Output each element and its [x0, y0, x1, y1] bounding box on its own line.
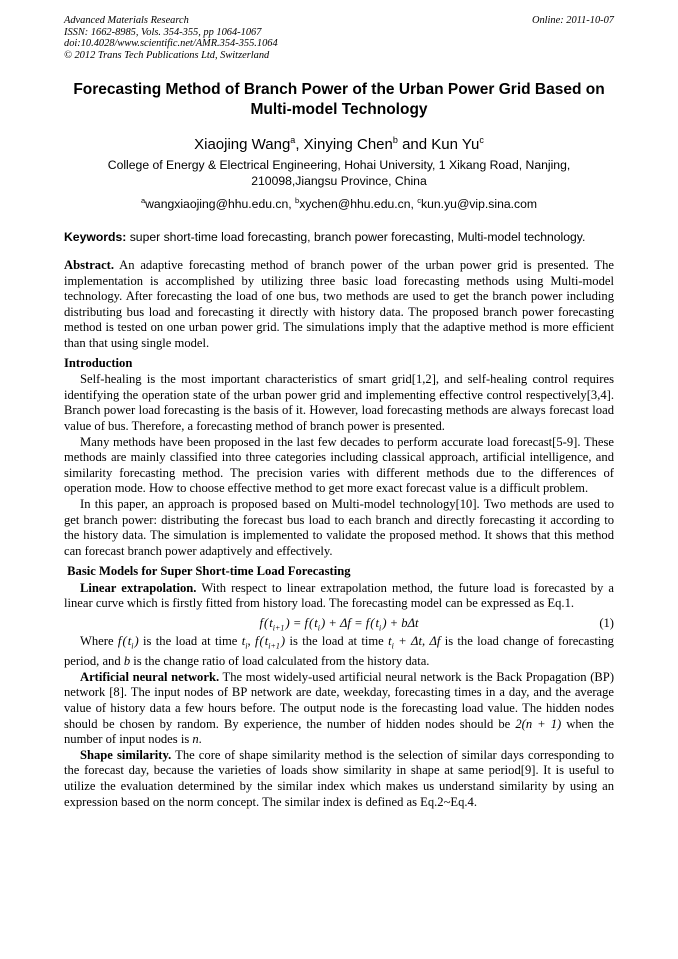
journal-copyright: © 2012 Trans Tech Publications Ltd, Switzerland [64, 49, 270, 61]
ann-label: Artificial neural network. [80, 669, 220, 684]
math-f-ti: f ( $t_i$ ) [117, 634, 139, 651]
email-b: xychen@hhu.edu.cn, [299, 197, 418, 211]
where-text-2: , [247, 634, 255, 649]
math-n: n [192, 732, 199, 747]
author-3: and Kun Yu [402, 136, 480, 153]
equation-1-number: (1) [599, 616, 614, 631]
intro-paragraph-1: Self-healing is the most important characteristics of smart grid[1,2], and self-healing control requires identifying the operation state of the urban power grid and implementing effective control respectively[3,4]. Branch power load forecasting is the basis of it. However, load forecasting methods are always forecast load value of bus. Therefore, a forecasting method of branch power is presented. [64, 372, 614, 433]
ann-text-1: The most widely-used artificial neural network is the Back Propagation (BP) network [8]. The input nodes of BP network are date, weekday, forecasting times in a day, and the average value of history data a few hours before. The output node is the forecasting load value. The hidden nodes should be chosen by random. By experience, the number of hidden nodes should be [64, 669, 615, 731]
keywords-label: Keywords: [64, 230, 127, 244]
basic-heading-text: Basic Models for Super Short-time Load Forecasting [67, 564, 351, 579]
title-line-2: Multi-model Technology [250, 101, 428, 118]
math-f-ti1: f ( $t_{i+1}$ ) [254, 634, 286, 651]
authors [40, 130, 638, 155]
email-a-sup: a [140, 196, 146, 205]
affiliation-line-1: College of Energy & Electrical Engineering, Hohai University, 1 Xikang Road, Nanjing, [107, 158, 571, 172]
author-emails [40, 193, 638, 212]
where-text-7: is the change ratio of load calculated from the history data. [130, 654, 430, 669]
abstract-text: An adaptive forecasting method of branch power of the urban power grid is presented. The implementation is accomplished by utilizing three basic load forecasting methods using Multi-model technology. After forecasting the load of one bus, two methods are used to get the branch power including distributing bus load and forecasting it directly with history data. The proposed branch power forecasting method is tested on one urban power grid. The simulations imply that the adaptive method is more efficient than that using single model. [64, 258, 614, 350]
math-ti: $t_i$ [241, 634, 248, 651]
email-a: wangxiaojing@hhu.edu.cn, [145, 197, 296, 211]
section-heading-introduction: Introduction [64, 355, 133, 370]
author-2: , Xinying Chen [295, 136, 393, 153]
where-text-4: , [421, 634, 430, 649]
section-heading-basic-models [64, 564, 614, 580]
ann-text-2: when the number of input nodes is [64, 716, 615, 747]
where-text-5: is the load change of forecasting period, and [64, 634, 614, 669]
keywords-text: super short-time load forecasting, branch power forecasting, Multi-model technology. [126, 230, 586, 244]
journal-issn: ISSN: 1662-8985, Vols. 354-355, pp 1064-1067 [64, 26, 262, 38]
shape-similarity-paragraph [64, 748, 614, 810]
author-1-sup: a [290, 135, 296, 145]
ann-text-3: . [198, 732, 202, 747]
journal-doi: doi:10.4028/www.scientific.net/AMR.354-355.1064 [64, 38, 278, 50]
math-delta-f: Δf [429, 634, 441, 649]
paper-body [64, 258, 614, 810]
keywords [64, 229, 614, 245]
math-hidden-nodes: 2(n + 1) [515, 716, 562, 731]
author-2-sup: b [392, 135, 398, 145]
linear-text: With respect to linear extrapolation method, the future load is forecasted by a linear curve which is firstly fitted from history load. The forecasting model can be expressed as Eq.1. [64, 580, 614, 611]
intro-paragraph-2: Many methods have been proposed in the last few decades to perform accurate load forecast[5-9]. These methods are mainly classified into three categories including classical approach, artificial intelligence, and similarity forecasting method. The precision varies with different methods due to the differences of operation mode. How to choose effective method to get more exact forecast value is a difficult problem. [64, 434, 614, 496]
online-date: Online: 2011-10-07 [531, 15, 614, 26]
paper-title [56, 80, 622, 120]
where-text-0: Where [80, 634, 118, 649]
ann-paragraph [64, 670, 614, 748]
affiliation-line-2: 210098,Jiangsu Province, China [251, 174, 427, 188]
math-b: b [123, 654, 131, 669]
linear-extrapolation-paragraph [64, 581, 614, 612]
shape-text: The core of shape similarity method is the selection of similar days corresponding to the forecast day, because the varieties of loads show similarity in shape at same period[9]. It is useful to utilize the evaluation determined by the similar index which makes us understand similarity by using an expression based on the norm concept. The similar index is defined as Eq.2~Eq.4. [64, 747, 614, 809]
equation-1-formula: f ( $t_{i+1}$ ) = f ( $t_i$ ) + Δf = f ( $t_i$ ) + bΔt [259, 616, 419, 633]
abstract-label: Abstract. [64, 258, 115, 272]
email-b-sup: b [295, 196, 300, 205]
equation-1 [64, 612, 614, 634]
title-line-1: Forecasting Method of Branch Power of the Urban Power Grid Based on [73, 81, 605, 98]
abstract [64, 258, 614, 352]
where-text-1: is the load at time [138, 634, 242, 649]
math-ti-plus-dt: $t_i + \Delta t$ [388, 634, 422, 651]
journal-header [64, 15, 614, 61]
affiliation [70, 157, 608, 189]
shape-label: Shape similarity. [80, 747, 172, 762]
author-1: Xiaojing Wang [194, 136, 291, 153]
author-3-sup: c [479, 135, 484, 145]
intro-paragraph-3: In this paper, an approach is proposed based on Multi-model technology[10]. Two methods are used to get branch power: distributing the forecast bus load to each branch and directly forecasting it according to the history data. The simulation is implemented to validate the proposed method. It shows that this method can forecast branch power adaptively and effectively. [64, 496, 614, 558]
where-paragraph [64, 634, 614, 670]
email-c: kun.yu@vip.sina.com [421, 197, 538, 211]
linear-label: Linear extrapolation. [80, 580, 197, 595]
where-text-3: is the load at time [285, 634, 389, 649]
journal-name: Advanced Materials Research [64, 15, 189, 26]
email-c-sup: c [417, 196, 422, 205]
